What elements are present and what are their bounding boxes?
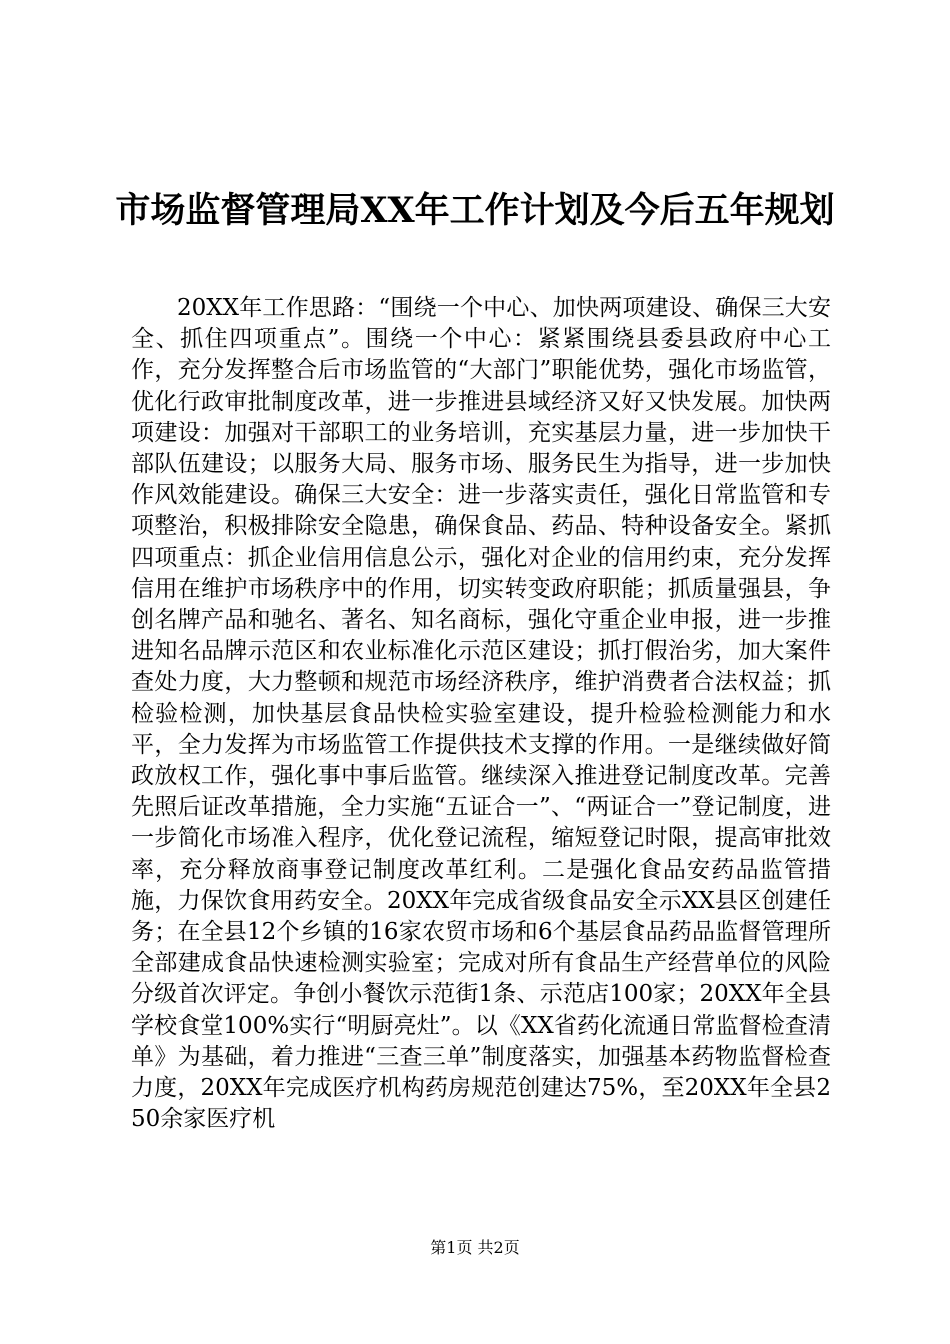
document-body: 20XX年工作思路：“围绕一个中心、加快两项建设、确保三大安全、抓住四项重点”。围绕一个中心：紧紧围绕县委县政府中心工作，充分发挥整合后市场监管的“大部门”职能优势，强化市场监管，优化行政审批制度改革，进一步推进县域经济又好又快发展。加快两项建设：加强对干部职工的业务培训，充实基层力量，进一步加快干部队伍建设；以服务大局、服务市场、服务民生为指导，进一步加快作风效能建设。确保三大安全：进一步落实责任，强化日常监管和专项整治，积极排除安全隐患，确保食品、药品、特种设备安全。紧抓四项重点：抓企业信用信息公示，强化对企业的信用约束，充分发挥信用在维护市场秩序中的作用，切实转变政府职能；抓质量强县，争创名牌产品和驰名、著名、知名商标，强化守重企业申报，进一步推进知名品牌示范区和农业标准化示范区建设；抓打假治劣，加大案件查处力度，大力整顿和规范市场经济秩序，维护消费者合法权益；抓检验检测，加快基层食品快检实验室建设，提升检验检测能力和水平，全力发挥为市场监管工作提供技术支撑的作用。一是继续做好简政放权工作，强化事中事后监管。继续深入推进登记制度改革。完善先照后证改革措施，全力实施“五证合一”、“两证合一”登记制度，进一步简化市场准入程序，优化登记流程，缩短登记时限，提高审批效率，充分释放商事登记制度改革红利。二是强化食品安药品监管措施，力保饮食用药安全。20XX年完成省级食品安全示XX县区创建任务；在全县12个乡镇的16家农贸市场和6个基层食品药品监督管理所全部建成食品快速检测实验室；完成对所有食品生产经营单位的风险分级首次评定。争创小餐饮示范街1条、示范店100家；20XX年全县学校食堂100%实行“明厨亮灶”。以《XX省药化流通日常监督检查清单》为基础，着力推进“三查三单”制度落实，加强基本药物监督检查力度，20XX年完成医疗机构药房规范创建达75%，至20XX年全县250余家医疗机 (131, 295, 831, 1133)
document-title: 市场监督管理局XX年工作计划及今后五年规划 (115, 190, 835, 231)
page-footer: 第1页 共2页 (430, 1238, 520, 1257)
